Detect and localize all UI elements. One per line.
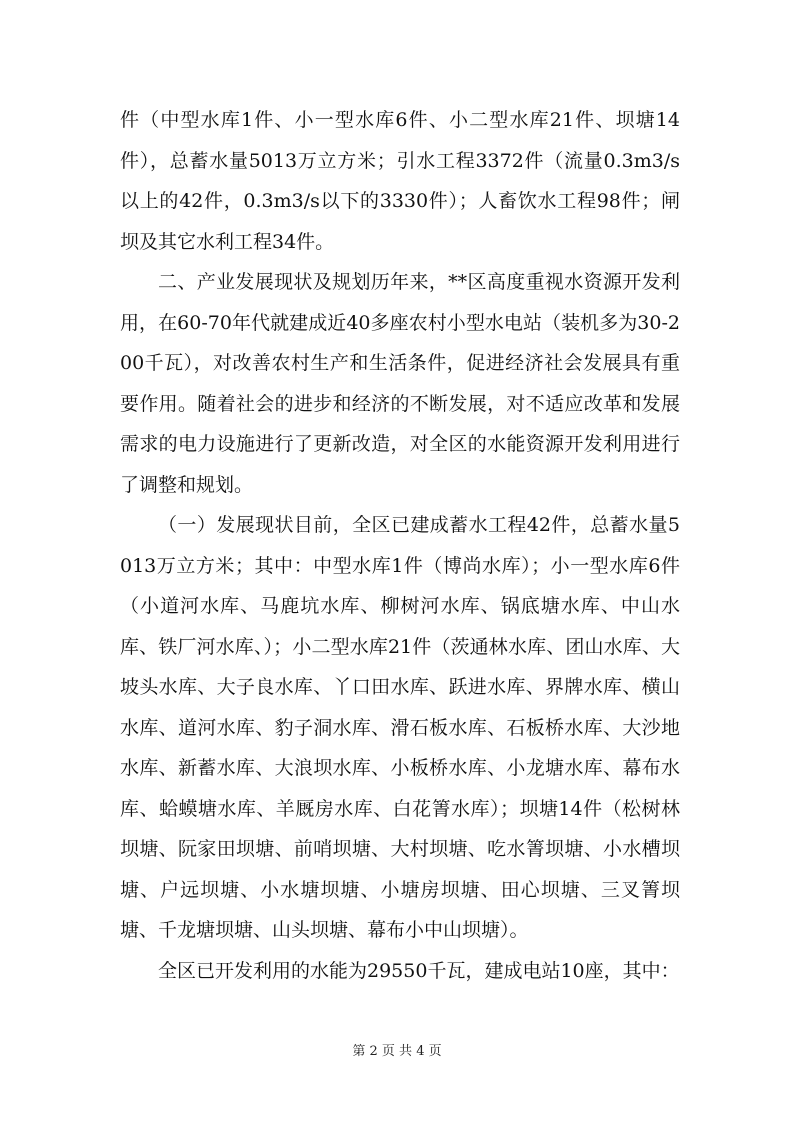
paragraph-hydropower: 全区已开发利用的水能为29550千瓦，建成电站10座，其中：	[158, 959, 680, 982]
page-number-footer: 第 2 页 共 4 页	[352, 1044, 442, 1059]
document-body	[120, 100, 680, 991]
paragraph-continuation: 件（中型水库1件、小一型水库6件、小二型水库21件、坝塘14件），总蓄水量5013万立方米；引水工程3372件（流量0.3m3/s以上的42件，0.3m3/s以下的3330件）；人畜饮水工程98件；闸坝及其它水利工程34件。	[120, 109, 680, 253]
paragraph-current-status: （一）发展现状目前，全区已建成蓄水工程42件，总蓄水量5013万立方米；其中：中型水库1件（博尚水库）；小一型水库6件（小道河水库、马鹿坑水库、柳树河水库、锅底塘水库、中山水库、铁厂河水库、）；小二型水库21件（茨通林水库、团山水库、大坡头水库、大子良水库、丫口田水库、跃进水库、界牌水库、横山水库、道河水库、豹子洞水库、滑石板水库、石板桥水库、大沙地水库、新蓄水库、大浪坝水库、小板桥水库、小龙塘水库、幕布水库、蛤蟆塘水库、羊厩房水库、白花箐水库）；坝塘14件（松树林坝塘、阮家田坝塘、前哨坝塘、大村坝塘、吃水箐坝塘、小水槽坝塘、户远坝塘、小水塘坝塘、小塘房坝塘、田心坝塘、三叉箐坝塘、千龙塘坝塘、山头坝塘、幕布小中山坝塘）。	[120, 514, 680, 941]
paragraph-industry-development: 二、产业发展现状及规划历年来，**区高度重视水资源开发利用，在60-70年代就建成近40多座农村小型水电站（装机多为30-200千瓦），对改善农村生产和生活条件，促进经济社会发展具有重要作用。随着社会的进步和经济的不断发展，对不适应改革和发展需求的电力设施进行了更新改造，对全区的水能资源开发利用进行了调整和规划。	[120, 271, 680, 496]
